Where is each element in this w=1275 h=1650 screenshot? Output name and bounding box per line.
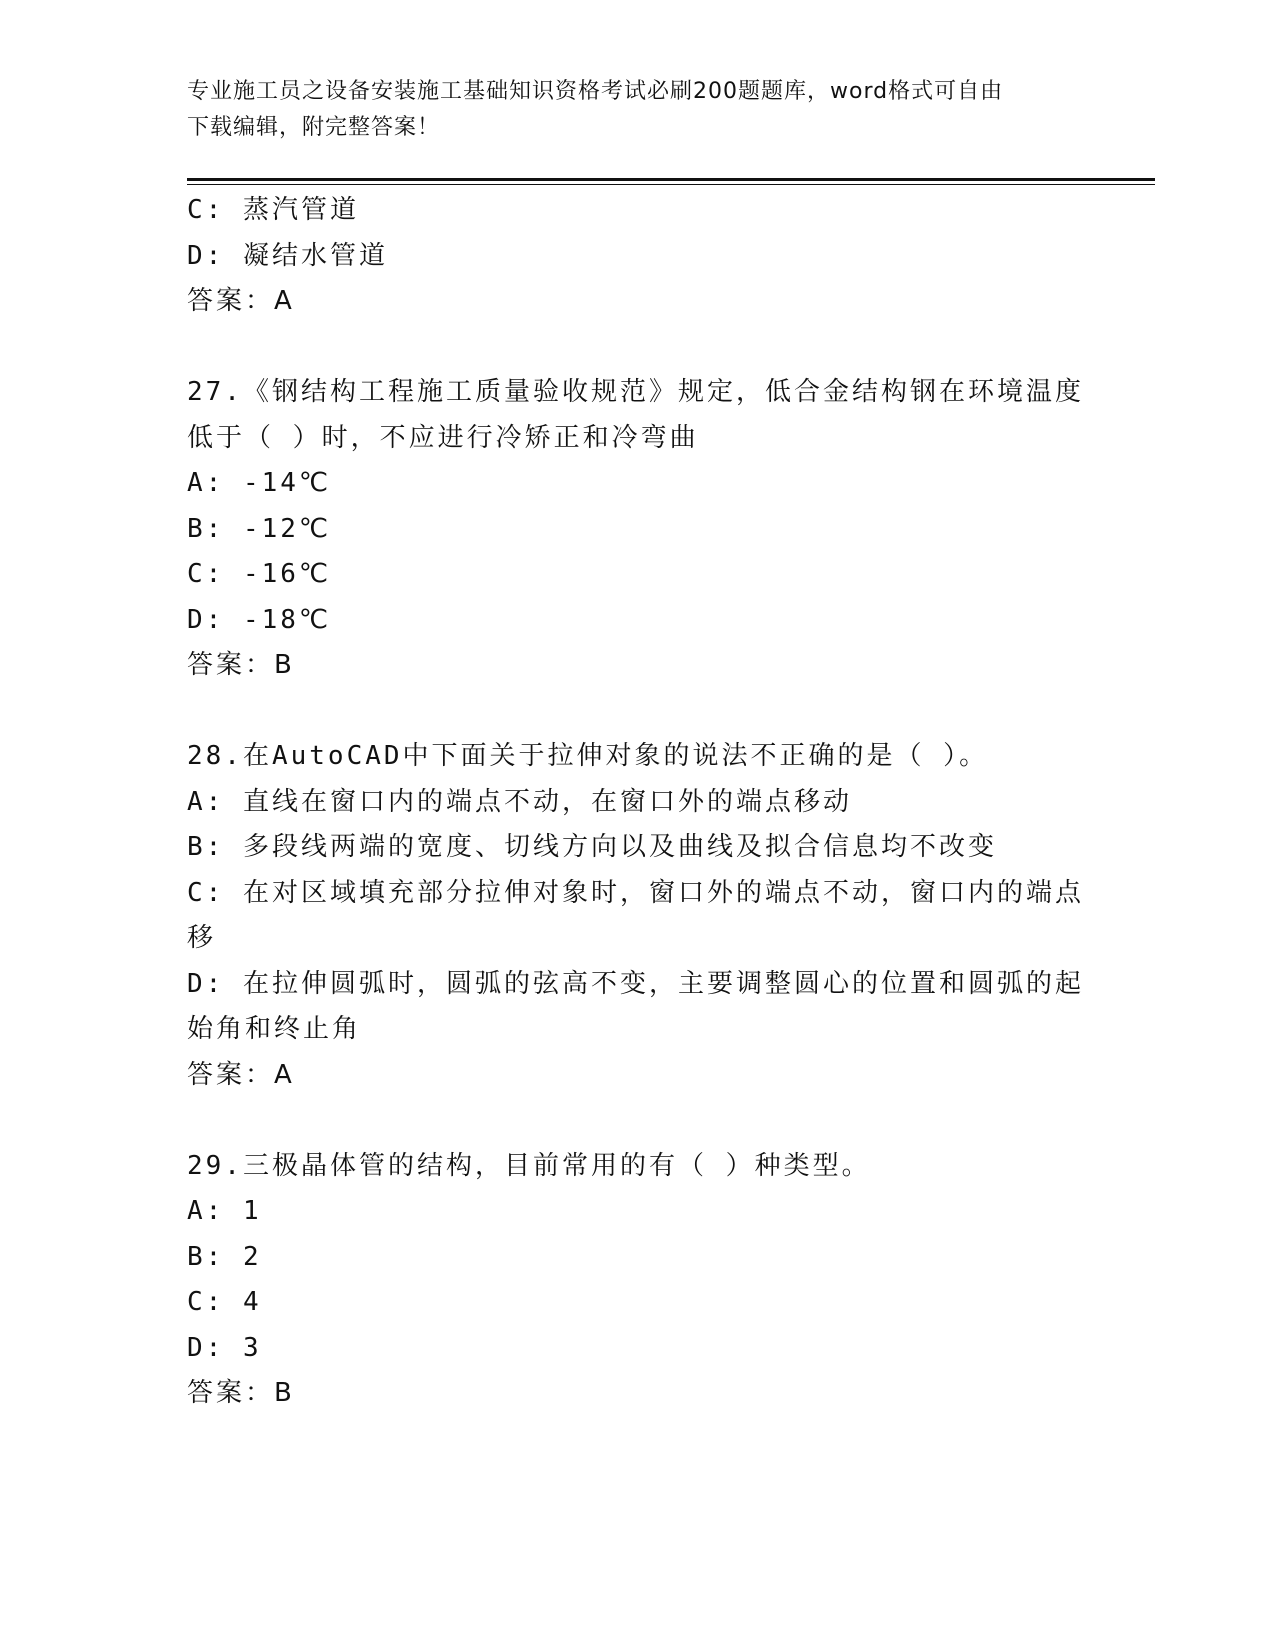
q27-stem-line-1: 27.《钢结构工程施工质量验收规范》规定，低合金结构钢在环境温度 xyxy=(187,377,1084,407)
q29-option-d: D: 3 xyxy=(187,1332,262,1363)
question-29 xyxy=(187,1144,1087,1417)
q28-option-d-line-1: D: 在拉伸圆弧时，圆弧的弦高不变，主要调整圆心的位置和圆弧的起 xyxy=(187,968,1084,999)
q28-stem: 28.在AutoCAD中下面关于拉伸对象的说法不正确的是（ ）。 xyxy=(187,741,989,771)
q27-option-c: C: -16℃ xyxy=(187,559,332,589)
header-line-2: 下载编辑，附完整答案！ xyxy=(187,115,441,140)
q27-option-a: A: -14℃ xyxy=(187,468,332,498)
question-28 xyxy=(187,734,1087,1098)
q29-stem: 29.三极晶体管的结构，目前常用的有（ ）种类型。 xyxy=(187,1150,871,1181)
spacer xyxy=(187,1098,1087,1144)
q29-option-c: C: 4 xyxy=(187,1287,262,1317)
header-divider-thin xyxy=(187,184,1155,185)
header-line-1: 专业施工员之设备安装施工基础知识资格考试必刷200题题库，word格式可自由 xyxy=(187,79,1004,104)
q27-option-d: D: -18℃ xyxy=(187,604,332,635)
q26-option-c: C: 蒸汽管道 xyxy=(187,195,359,225)
q26-answer: 答案：A xyxy=(187,286,295,316)
q28-option-d-line-2: 始角和终止角 xyxy=(187,1014,362,1044)
q28-option-c-line-1: C: 在对区域填充部分拉伸对象时，窗口外的端点不动，窗口内的端点 xyxy=(187,877,1084,908)
document-header xyxy=(187,74,1067,146)
question-26-tail xyxy=(187,188,1087,325)
question-27 xyxy=(187,370,1087,689)
header-divider-thick xyxy=(187,178,1155,181)
q28-answer: 答案：A xyxy=(187,1059,295,1090)
q28-option-b: B: 多段线两端的宽度、切线方向以及曲线及拟合信息均不改变 xyxy=(187,832,997,862)
q28-option-c-line-2: 移 xyxy=(187,923,217,953)
spacer xyxy=(187,689,1087,735)
q27-option-b: B: -12℃ xyxy=(187,513,332,544)
q27-stem-line-2: 低于（ ）时，不应进行冷矫正和冷弯曲 xyxy=(187,422,699,453)
q26-option-d: D: 凝结水管道 xyxy=(187,240,388,271)
q29-option-b: B: 2 xyxy=(187,1241,262,1272)
q28-option-a: A: 直线在窗口内的端点不动，在窗口外的端点移动 xyxy=(187,786,852,817)
q27-answer: 答案：B xyxy=(187,650,295,680)
spacer xyxy=(187,325,1087,371)
q29-answer: 答案：B xyxy=(187,1378,295,1408)
question-list xyxy=(187,188,1087,1417)
q29-option-a: A: 1 xyxy=(187,1196,262,1226)
